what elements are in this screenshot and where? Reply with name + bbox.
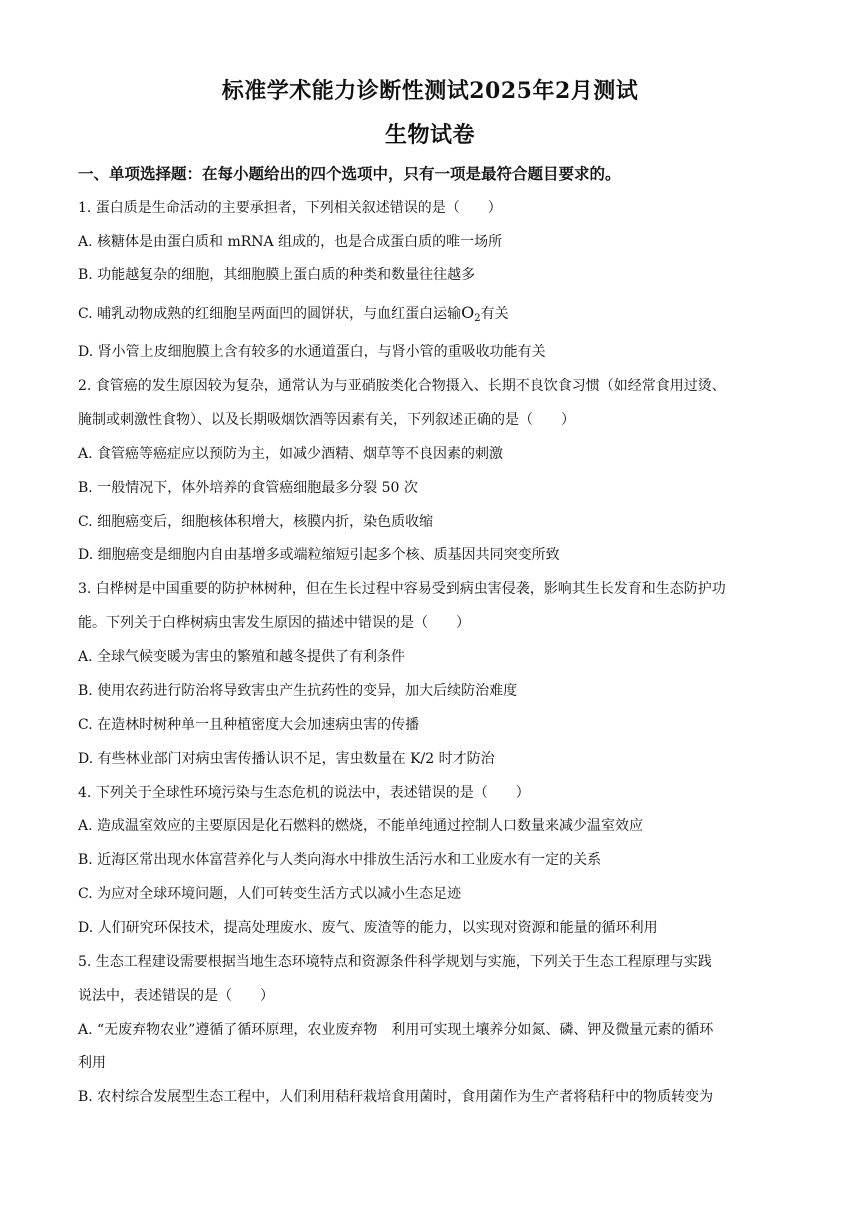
question-4-option-b: B. 近海区常出现水体富营养化与人类向海水中排放生活污水和工业废水有一定的关系 <box>78 852 602 868</box>
formula-subscript: 2 <box>474 313 481 324</box>
question-3-option-d: D. 有些林业部门对病虫害传播认识不足，害虫数量在 K/2 时才防治 <box>78 751 495 767</box>
question-2-stem-line-2: 腌制或刺激性食物）、以及长期吸烟饮酒等因素有关，下列叙述正确的是（ ） <box>78 412 575 428</box>
question-5-option-a-continued: 利用 <box>78 1055 106 1071</box>
question-2-option-c: C. 细胞癌变后，细胞核体积增大，核膜内折，染色质收缩 <box>78 514 434 530</box>
option-text: C. 哺乳动物成熟的红细胞呈两面凹的圆饼状，与血红蛋白运输 <box>78 306 462 322</box>
question-2-option-a: A. 食管癌等癌症应以预防为主，如减少酒精、烟草等不良因素的刺激 <box>78 446 504 462</box>
question-5-option-b: B. 农村综合发展型生态工程中，人们利用秸秆栽培食用菌时，食用菌作为生产者将秸秆中的物质转变为 <box>78 1089 714 1105</box>
page-subtitle: 生物试卷 <box>384 122 475 148</box>
question-3-stem-line-2: 能。下列关于白桦树病虫害发生原因的描述中错误的是（ ） <box>78 615 470 631</box>
question-1-stem: 1. 蛋白质是生命活动的主要承担者，下列相关叙述错误的是（ ） <box>78 200 502 216</box>
question-3-option-b: B. 使用农药进行防治将导致害虫产生抗药性的变异，加大后续防治难度 <box>78 683 518 699</box>
question-5-stem-line-2: 说法中，表述错误的是（ ） <box>78 988 274 1004</box>
question-4-option-a: A. 造成温室效应的主要原因是化石燃料的燃烧，不能单纯通过控制人口数量来减少温室效应 <box>78 818 644 834</box>
question-2-stem-line-1: 2. 食管癌的发生原因较为复杂，通常认为与亚硝胺类化合物摄入、长期不良饮食习惯（如经常食用过烫、 <box>78 378 726 394</box>
formula-symbol: O <box>461 303 475 322</box>
question-2-option-b: B. 一般情况下，体外培养的食管癌细胞最多分裂 50 次 <box>78 480 418 496</box>
question-4-option-c: C. 为应对全球环境问题，人们可转变生活方式以减小生态足迹 <box>78 886 462 902</box>
question-1-option-c <box>78 303 798 329</box>
question-1-option-a: A. 核糖体是由蛋白质和 mRNA 组成的，也是合成蛋白质的唯一场所 <box>78 234 503 250</box>
question-1-option-b: B. 功能越复杂的细胞，其细胞膜上蛋白质的种类和数量往往越多 <box>78 267 476 283</box>
question-3-option-a: A. 全球气候变暖为害虫的繁殖和越冬提供了有利条件 <box>78 649 406 665</box>
question-3-stem-line-1: 3. 白桦树是中国重要的防护林树种，但在生长过程中容易受到病虫害侵袭，影响其生长发育和生态防护功 <box>78 581 726 597</box>
question-5-stem-line-1: 5. 生态工程建设需要根据当地生态环境特点和资源条件科学规划与实施，下列关于生态工程原理与实践 <box>78 954 712 970</box>
question-4-stem: 4. 下列关于全球性环境污染与生态危机的说法中，表述错误的是（ ） <box>78 785 530 801</box>
option-text-tail: 有关 <box>480 306 509 322</box>
question-1-option-d: D. 肾小管上皮细胞膜上含有较多的水通道蛋白，与肾小管的重吸收功能有关 <box>78 344 546 360</box>
question-5-option-a: A. “无废弃物农业”遵循了循环原理，农业废弃物 利用可实现土壤养分如氮、磷、钾及微量元素的循环 <box>78 1022 714 1038</box>
question-2-option-d: D. 细胞癌变是细胞内自由基增多或端粒缩短引起多个核、质基因共同突变所致 <box>78 547 560 563</box>
formula-o2 <box>461 303 481 322</box>
page-title: 标准学术能力诊断性测试2025年2月测试 <box>221 78 639 104</box>
question-3-option-c: C. 在造林时树种单一且种植密度大会加速病虫害的传播 <box>78 717 420 733</box>
section-heading: 一、单项选择题：在每小题给出的四个选项中，只有一项是最符合题目要求的。 <box>78 164 621 183</box>
question-4-option-d: D. 人们研究环保技术，提高处理废水、废气、废渣等的能力，以实现对资源和能量的循环利用 <box>78 920 658 936</box>
